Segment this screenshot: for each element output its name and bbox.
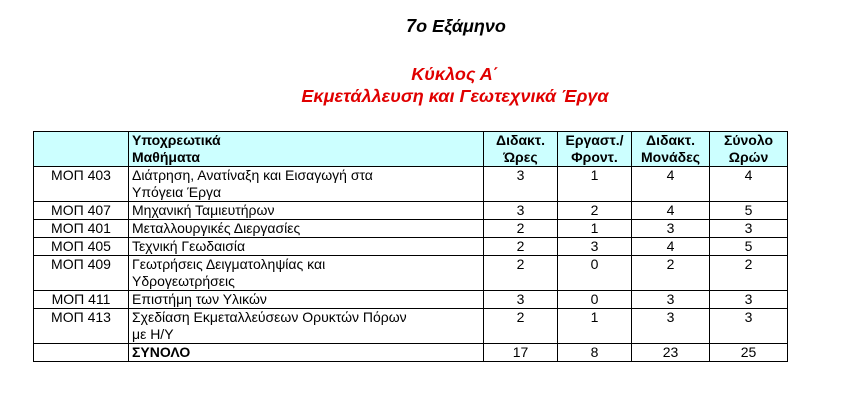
course-name: Τεχνική Γεωδαισία	[129, 238, 484, 256]
course-code: ΜΟΠ 405	[34, 238, 129, 256]
table-row	[34, 167, 788, 202]
teaching-hours: 2	[484, 220, 558, 238]
credits: 4	[632, 167, 710, 202]
cycle-title-line-1: Κύκλος Α΄	[411, 64, 499, 84]
total-label: ΣΥΝΟΛΟ	[129, 344, 484, 362]
course-code: ΜΟΠ 407	[34, 202, 129, 220]
teaching-hours: 3	[484, 167, 558, 202]
credits: 2	[632, 256, 710, 291]
lab-hours: 1	[558, 309, 632, 344]
table-row	[34, 202, 788, 220]
header-lab-hours	[558, 132, 632, 167]
lab-hours: 2	[558, 202, 632, 220]
course-name: Επιστήμη των Υλικών	[129, 291, 484, 309]
cycle-title	[0, 63, 842, 107]
total-code	[34, 344, 129, 362]
lab-hours: 3	[558, 238, 632, 256]
header-lab-hours-line-2: Φροντ.	[571, 149, 618, 165]
teaching-hours: 3	[484, 202, 558, 220]
course-code: ΜΟΠ 411	[34, 291, 129, 309]
total-total-hours: 25	[710, 344, 788, 362]
course-code: ΜΟΠ 401	[34, 220, 129, 238]
lab-hours: 0	[558, 256, 632, 291]
header-lab-hours-line-1: Εργαστ./	[565, 132, 624, 148]
header-credits	[632, 132, 710, 167]
total-hours: 2	[710, 256, 788, 291]
cycle-title-line-2: Εκμετάλλευση και Γεωτεχνικά Έργα	[301, 86, 609, 106]
credits: 4	[632, 202, 710, 220]
header-code	[34, 132, 129, 167]
table-row	[34, 291, 788, 309]
courses-table	[33, 131, 788, 362]
total-hours: 5	[710, 202, 788, 220]
lab-hours: 1	[558, 220, 632, 238]
course-name-line-2: Υπόγεια Έργα	[132, 184, 222, 200]
teaching-hours: 3	[484, 291, 558, 309]
credits: 3	[632, 291, 710, 309]
header-credits-line-1: Διδακτ.	[646, 132, 695, 148]
total-hours: 3	[710, 291, 788, 309]
course-code: ΜΟΠ 413	[34, 309, 129, 344]
header-teaching-hours	[484, 132, 558, 167]
course-name-line-1: Σχεδίαση Εκμεταλλεύσεων Ορυκτών Πόρων	[132, 309, 407, 325]
lab-hours: 0	[558, 291, 632, 309]
table-row	[34, 238, 788, 256]
table-header-row	[34, 132, 788, 167]
semester-title: 7ο Εξάμηνο	[406, 16, 506, 36]
course-name-line-1: Γεωτρήσεις Δειγματοληψίας και	[132, 256, 326, 272]
header-course-name	[129, 132, 484, 167]
course-name	[129, 309, 484, 344]
header-teaching-hours-line-2: Ώρες	[503, 149, 538, 165]
total-hours: 5	[710, 238, 788, 256]
header-credits-line-2: Μονάδες	[640, 149, 701, 165]
total-hours: 3	[710, 220, 788, 238]
teaching-hours: 2	[484, 238, 558, 256]
credits: 4	[632, 238, 710, 256]
course-code: ΜΟΠ 403	[34, 167, 129, 202]
course-name-line-2: με Η/Υ	[132, 326, 174, 342]
header-total-hours	[710, 132, 788, 167]
header-course-name-line-1: Υποχρεωτικά	[132, 132, 221, 148]
total-credits: 23	[632, 344, 710, 362]
total-row	[34, 344, 788, 362]
total-hours: 4	[710, 167, 788, 202]
teaching-hours: 2	[484, 256, 558, 291]
course-name: Μεταλλουργικές Διεργασίες	[129, 220, 484, 238]
total-teaching-hours: 17	[484, 344, 558, 362]
total-lab-hours: 8	[558, 344, 632, 362]
header-total-hours-line-2: Ωρών	[728, 149, 769, 165]
course-name: Μηχανική Ταμιευτήρων	[129, 202, 484, 220]
course-code: ΜΟΠ 409	[34, 256, 129, 291]
course-name-line-1: Διάτρηση, Ανατίναξη και Εισαγωγή στα	[132, 167, 373, 183]
table-row	[34, 309, 788, 344]
credits: 3	[632, 220, 710, 238]
total-hours: 3	[710, 309, 788, 344]
course-name	[129, 256, 484, 291]
credits: 3	[632, 309, 710, 344]
lab-hours: 1	[558, 167, 632, 202]
course-name	[129, 167, 484, 202]
header-course-name-line-2: Μαθήματα	[132, 149, 201, 165]
table-row	[34, 220, 788, 238]
header-teaching-hours-line-1: Διδακτ.	[496, 132, 545, 148]
table-row	[34, 256, 788, 291]
header-total-hours-line-1: Σύνολο	[723, 132, 774, 148]
course-name-line-2: Υδρογεωτρήσεις	[132, 273, 235, 289]
teaching-hours: 2	[484, 309, 558, 344]
